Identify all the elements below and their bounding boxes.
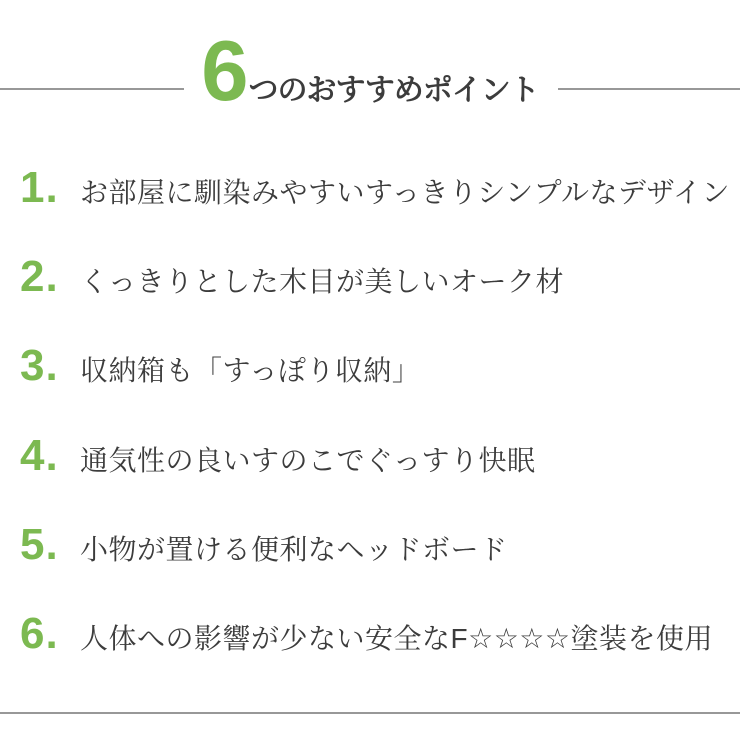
point-text: 収納箱も「すっぽり収納」 — [80, 355, 421, 386]
point-row-6 — [20, 609, 730, 658]
section-title-text: つのおすすめポイント — [248, 74, 539, 107]
point-text: 人体への影響が少ない安全なF☆☆☆☆塗装を使用 — [80, 623, 714, 654]
point-text: くっきりとした木目が美しいオーク材 — [80, 266, 564, 297]
point-number: 4. — [20, 431, 59, 480]
point-text: 小物が置ける便利なヘッドボード — [80, 534, 508, 565]
point-row-1 — [20, 163, 731, 212]
point-row-5 — [20, 520, 730, 569]
point-number: 6. — [20, 609, 59, 658]
bottom-divider — [0, 712, 740, 714]
point-row-3 — [20, 341, 730, 390]
point-text: 通気性の良いすのこでぐっすり快眠 — [80, 445, 536, 476]
point-number: 3. — [20, 341, 59, 390]
point-text: お部屋に馴染みやすいすっきりシンプルなデザイン — [80, 177, 731, 208]
point-row-4 — [20, 431, 730, 480]
point-number: 2. — [20, 252, 59, 301]
point-row-2 — [20, 252, 730, 301]
point-number: 1. — [20, 163, 59, 212]
point-number: 5. — [20, 520, 59, 569]
big-number-6: 6 — [201, 24, 249, 119]
